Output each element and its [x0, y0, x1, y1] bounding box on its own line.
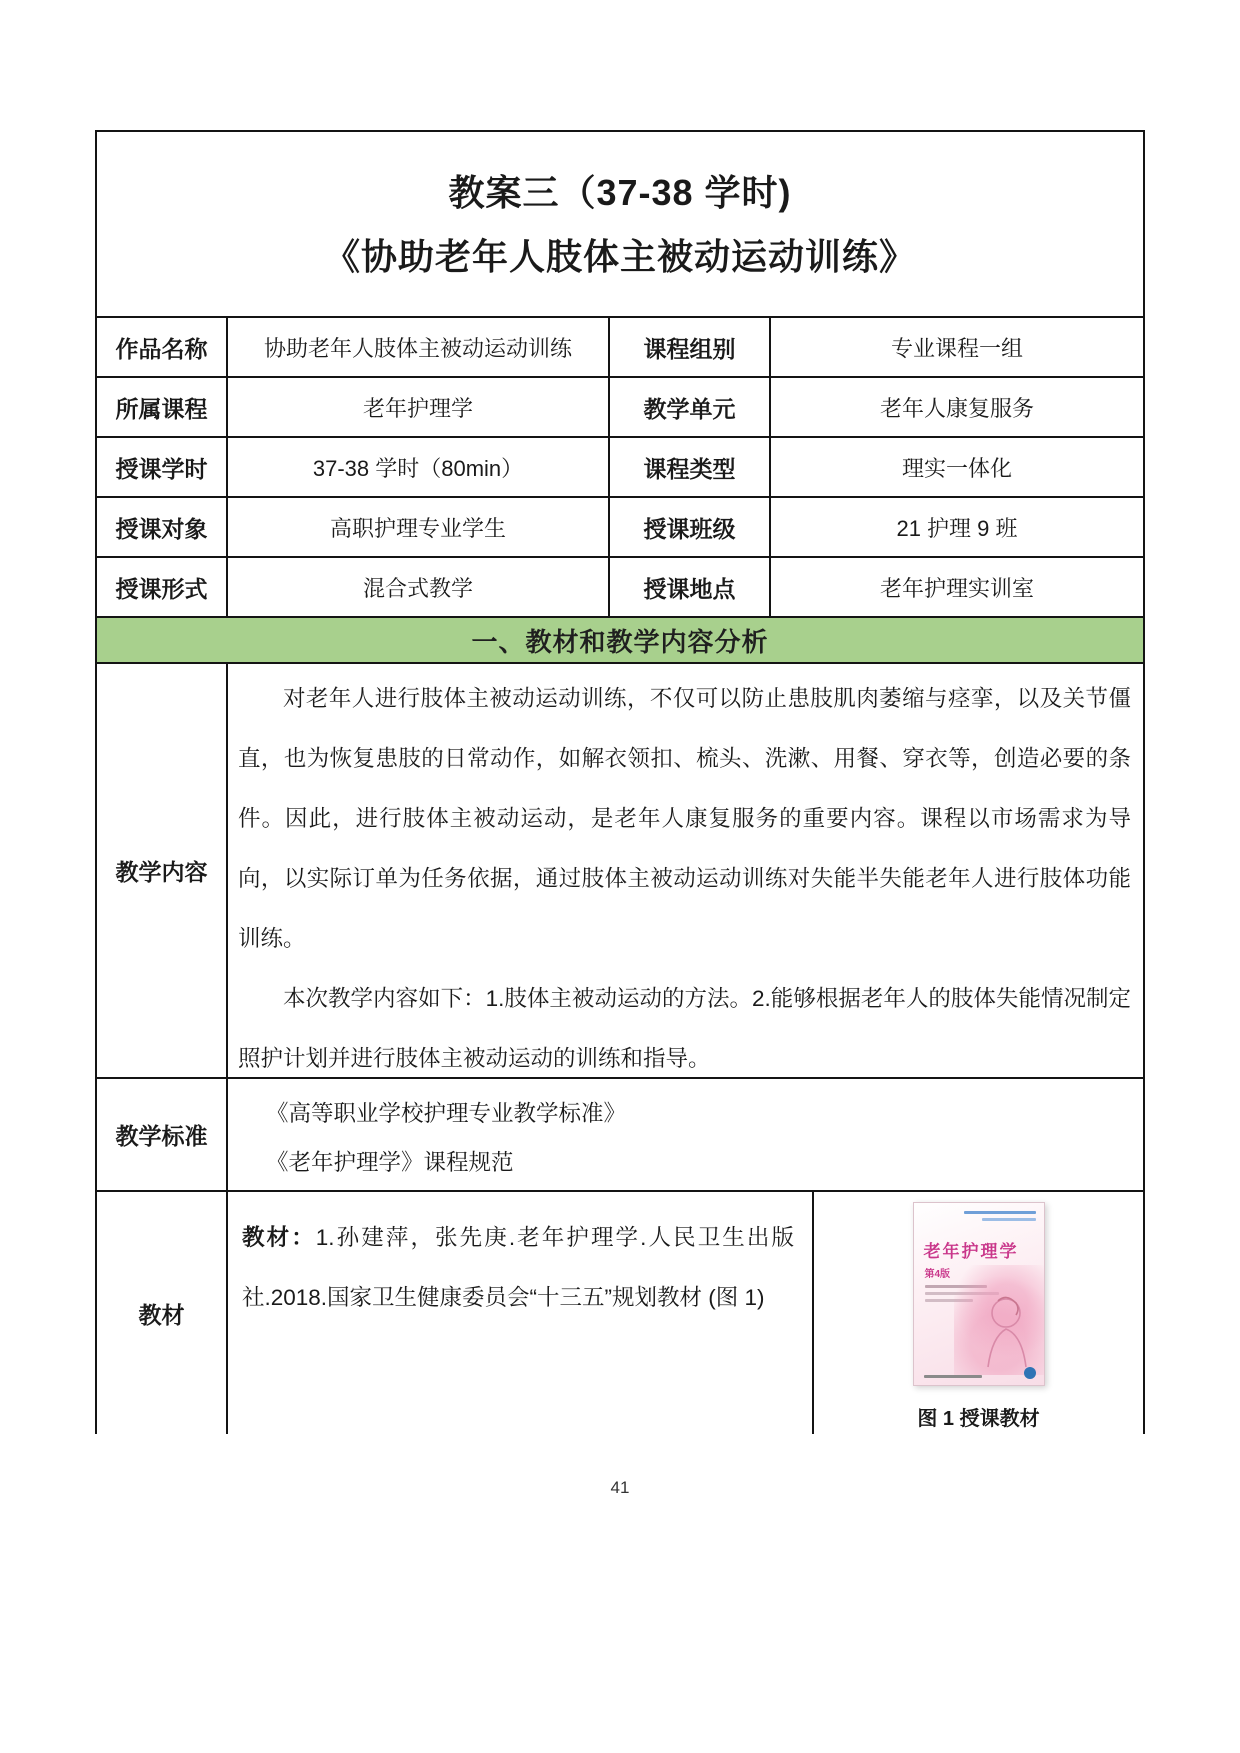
- page-number: 41: [610, 1478, 630, 1497]
- cover-illustration: [954, 1265, 1045, 1375]
- textbook-description-body: 1.孙建萍，张先庚.老年护理学.人民卫生出版社.2018.国家卫生健康委员会“十三五”规划教材 (图 1): [242, 1225, 794, 1310]
- lesson-plan-table: [95, 130, 1145, 1434]
- book-cover-title: 老年护理学: [923, 1242, 1019, 1261]
- teaching-standard-line-1: 《高等职业学校护理专业教学标准》: [266, 1101, 627, 1126]
- table-row-hours: [97, 438, 1143, 498]
- figure-caption: 图 1 授课教材: [917, 1408, 1040, 1430]
- row-label: 课程类型: [610, 438, 771, 496]
- teaching-standard-row: [97, 1079, 1143, 1192]
- row-label: 授课地点: [610, 558, 771, 616]
- table-row-course: [97, 378, 1143, 438]
- teaching-standard-line-2: 《老年护理学》课程规范: [266, 1150, 514, 1175]
- row-label: 作品名称: [97, 318, 228, 376]
- teaching-content-paragraph-2: 本次教学内容如下：1.肢体主被动运动的方法。2.能够根据老年人的肢体失能情况制定照护计划并进行肢体主被动运动的训练和指导。: [238, 986, 1131, 1071]
- row-value: 21 护理 9 班: [896, 515, 1018, 541]
- row-label: 授课形式: [97, 558, 228, 616]
- row-label: 授课对象: [97, 498, 228, 556]
- title-cell: [97, 132, 1143, 318]
- row-label: 授课班级: [610, 498, 771, 556]
- row-label: 教学标准: [97, 1079, 228, 1190]
- cover-series-line-icon: [982, 1218, 1036, 1221]
- row-value: 专业课程一组: [890, 335, 1023, 361]
- row-value: 37-38 学时（80min）: [228, 438, 610, 496]
- textbook-text-cell: [228, 1192, 814, 1434]
- nurse-sketch-icon: [968, 1287, 1038, 1373]
- section-header: [97, 618, 1143, 664]
- cover-series-line-icon: [964, 1211, 1036, 1214]
- table-row-audience: [97, 498, 1143, 558]
- textbook-description: [242, 1208, 794, 1328]
- textbook-row: [97, 1192, 1143, 1434]
- textbook-description-lead: 教材：: [242, 1225, 316, 1250]
- doc-title-line1: 教案三（37-38 学时): [448, 171, 792, 213]
- row-value: 老年人康复服务: [879, 395, 1034, 421]
- table-row-format: [97, 558, 1143, 618]
- row-value: 老年护理实训室: [879, 575, 1034, 601]
- row-value: 高职护理专业学生: [228, 498, 610, 556]
- doc-title-line2: 《协助老年人肢体主被动运动训练》: [323, 235, 916, 277]
- row-label: 课程组别: [610, 318, 771, 376]
- teaching-content-paragraph-1: 对老年人进行肢体主被动运动训练，不仅可以防止患肢肌肉萎缩与痉挛，以及关节僵直，也为恢复患肢的日常动作，如解衣领扣、梳头、洗漱、用餐、穿衣等，创造必要的条件。因此，进行肢体主被动运动，是老年人康复服务的重要内容。课程以市场需求为导向，以实际订单为任务依据，通过肢体主被动运动训练对失能半失能老年人进行肢体功能训练。: [238, 686, 1131, 951]
- cover-publisher-line-icon: [924, 1375, 982, 1378]
- teaching-content-row: [97, 664, 1143, 1079]
- book-cover-edition: 第4版: [924, 1269, 951, 1280]
- row-value: 混合式教学: [228, 558, 610, 616]
- row-label: 教材: [97, 1192, 228, 1434]
- textbook-cover-image: [913, 1202, 1045, 1386]
- teaching-standard-cell: [228, 1079, 1143, 1190]
- textbook-figure-cell: [814, 1192, 1143, 1434]
- row-label: 所属课程: [97, 378, 228, 436]
- row-value: 老年护理学: [228, 378, 610, 436]
- section-header-title: 一、教材和教学内容分析: [471, 626, 769, 657]
- row-label: 教学单元: [610, 378, 771, 436]
- table-row-work-name: [97, 318, 1143, 378]
- row-label: 教学内容: [97, 664, 228, 1077]
- row-value: 理实一体化: [901, 455, 1012, 481]
- publisher-logo-icon: [1024, 1367, 1036, 1379]
- row-label: 授课学时: [97, 438, 228, 496]
- row-value: 协助老年人肢体主被动运动训练: [228, 318, 610, 376]
- teaching-content-cell: [228, 664, 1143, 1077]
